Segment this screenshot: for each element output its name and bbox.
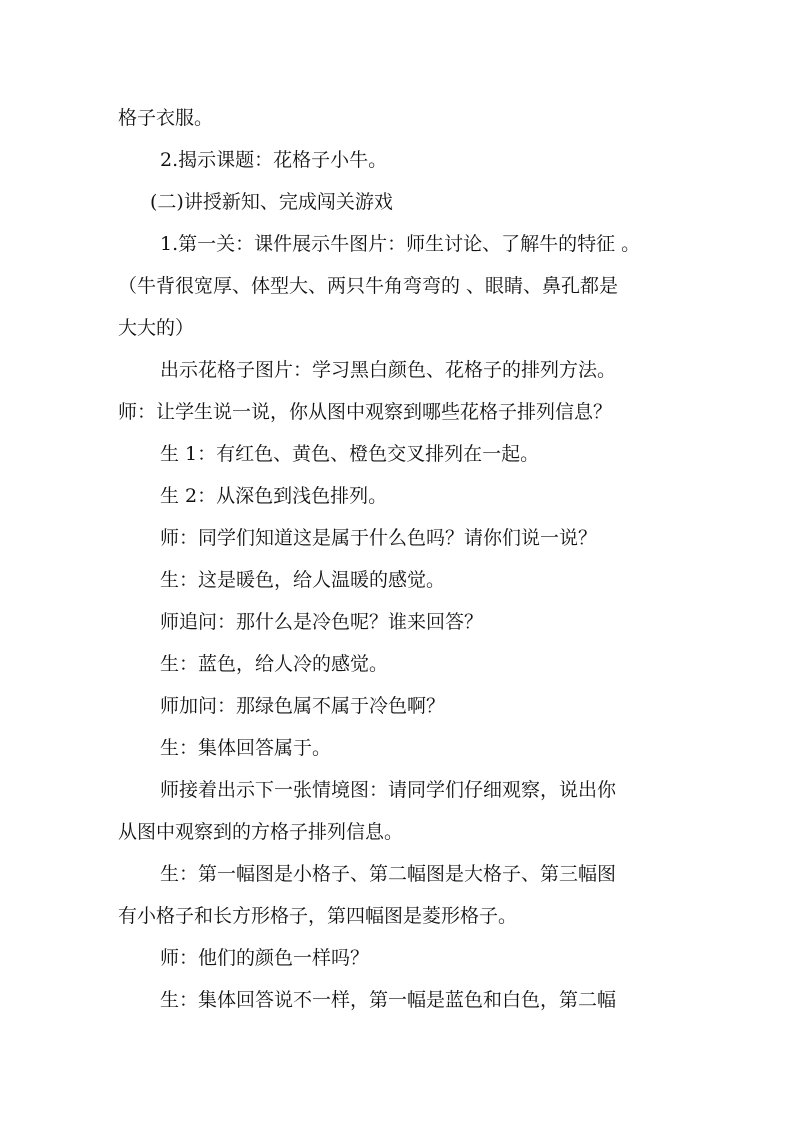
text-line-16: 生：集体回答属于。 (160, 737, 332, 759)
text-line-4: 1.第一关：课件展示牛图片：师生讨论、了解牛的特征 。 (160, 233, 641, 255)
text-line-11: 师：同学们知道这是属于什么色吗？请你们说一说？ (160, 527, 598, 549)
text-line-2: 2.揭示课题：花格子小牛。 (160, 149, 388, 171)
text-line-21: 师：他们的颜色一样吗？ (160, 947, 370, 969)
text-line-8: 师：让学生说一说，你从图中观察到哪些花格子排列信息？ (118, 401, 613, 423)
text-line-14: 生：蓝色，给人冷的感觉。 (160, 653, 389, 675)
text-line-19: 生：第一幅图是小格子、第二幅图是大格子、第三幅图 (160, 863, 617, 885)
text-line-17: 师接着出示下一张情境图：请同学们仔细观察，说出你 (160, 779, 617, 801)
text-line-18: 从图中观察到的方格子排列信息。 (118, 821, 404, 843)
text-line-12: 生：这是暖色，给人温暖的感觉。 (160, 569, 446, 591)
text-line-5: （牛背很宽厚、体型大、两只牛角弯弯的 、眼睛、鼻孔都是 (118, 275, 619, 297)
text-line-10: 生 2：从深色到浅色排列。 (160, 485, 388, 507)
text-line-22: 生：集体回答说不一样，第一幅是蓝色和白色，第二幅 (160, 989, 617, 1011)
text-line-20: 有小格子和长方形格子，第四幅图是菱形格子。 (118, 905, 518, 927)
text-line-9: 生 1：有红色、黄色、橙色交叉排列在一起。 (160, 443, 540, 465)
text-line-7: 出示花格子图片：学习黑白颜色、花格子的排列方法。 (160, 359, 617, 381)
text-line-13: 师追问：那什么是冷色呢？谁来回答？ (160, 611, 484, 633)
text-line-15: 师加问：那绿色属不属于冷色啊？ (160, 695, 446, 717)
text-line-6: 大大的） (118, 317, 195, 339)
section-heading: (二)讲授新知、完成闯关游戏 (150, 191, 393, 213)
text-line-1: 格子衣服。 (118, 107, 214, 129)
